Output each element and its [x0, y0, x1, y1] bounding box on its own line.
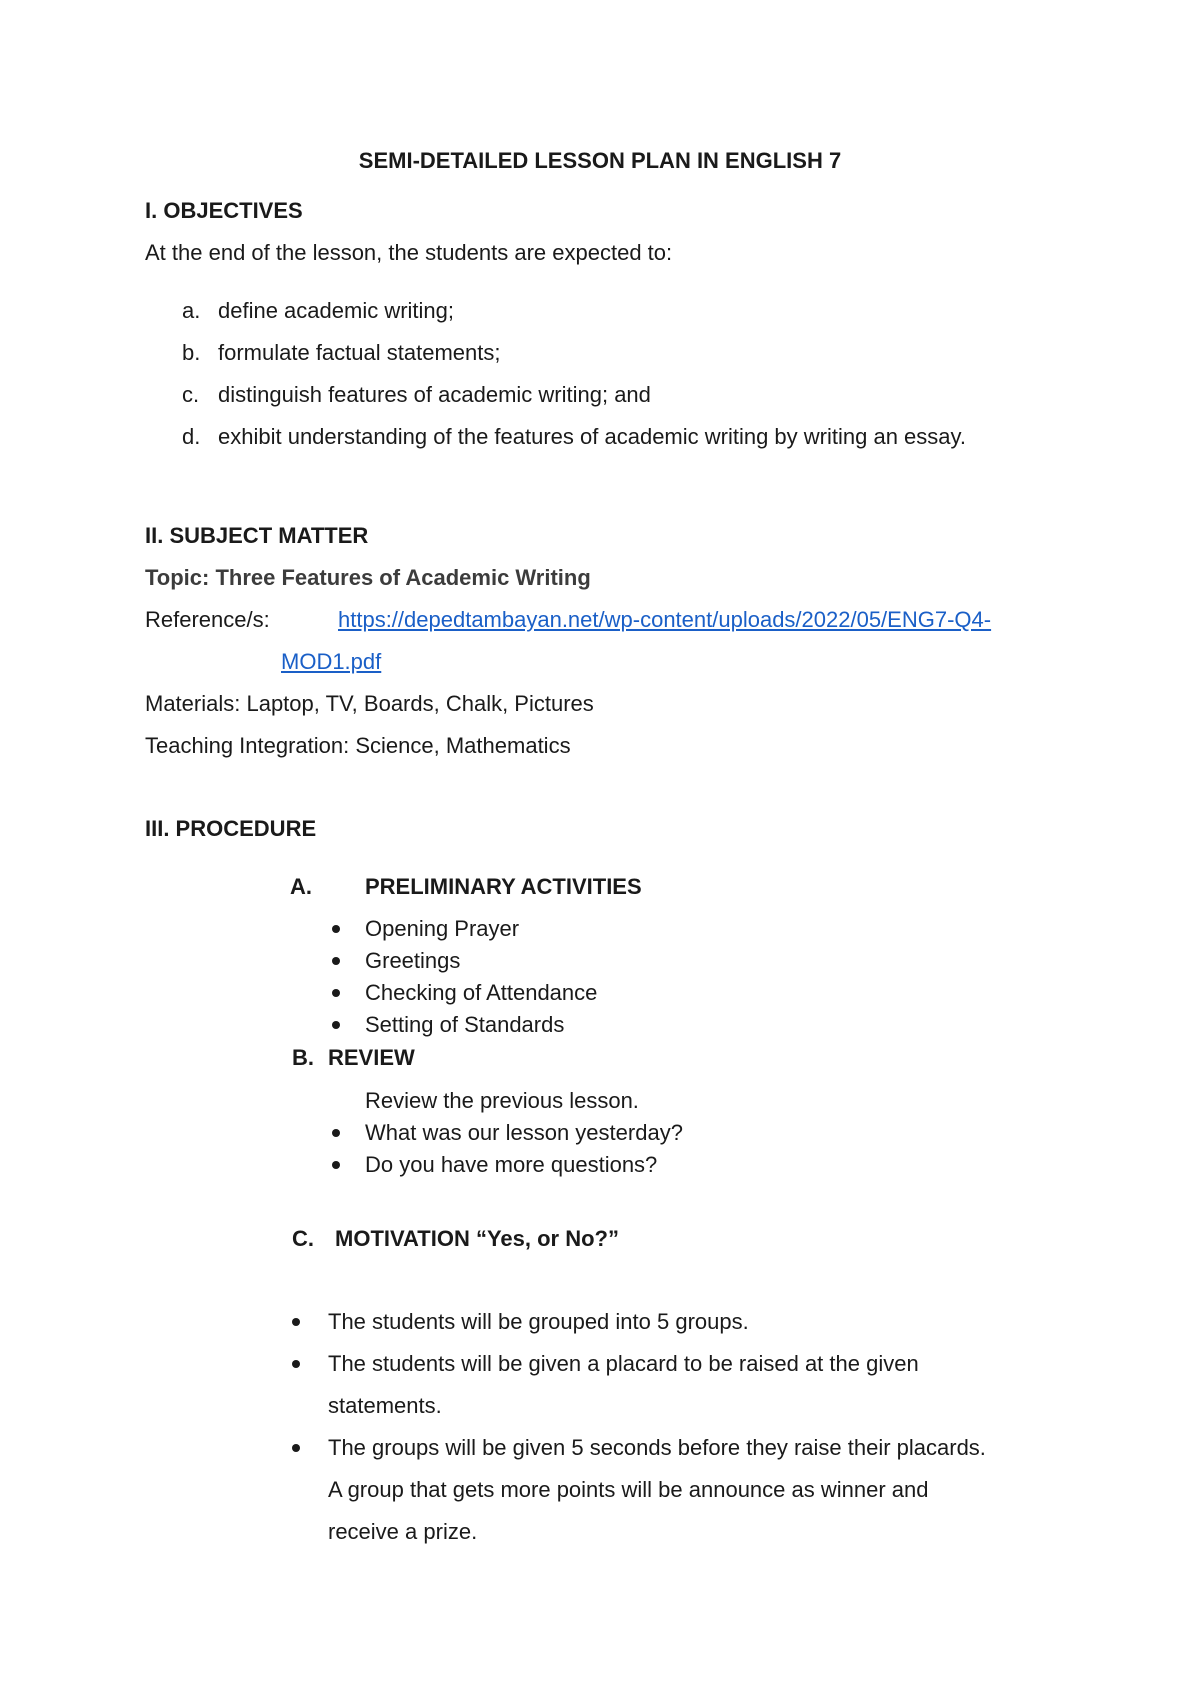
review-heading: REVIEW	[328, 1045, 415, 1070]
list-item: The groups will be given 5 seconds before they raise their placards.	[328, 1435, 986, 1460]
list-item-continued: statements.	[328, 1393, 442, 1418]
objective-text: define academic writing;	[218, 298, 455, 323]
objective-text: distinguish features of academic writing; and	[218, 382, 651, 407]
subject-matter-heading: II. SUBJECT MATTER	[145, 523, 369, 548]
objective-text: formulate factual statements;	[218, 340, 501, 365]
list-item: The students will be given a placard to be raised at the given	[328, 1351, 919, 1376]
objectives-heading: I. OBJECTIVES	[145, 198, 303, 223]
reference-link-continued[interactable]: MOD1.pdf	[281, 649, 382, 674]
list-item: Do you have more questions?	[365, 1152, 658, 1177]
review-intro: Review the previous lesson.	[365, 1088, 639, 1113]
list-item: Checking of Attendance	[365, 980, 598, 1005]
preliminary-heading: PRELIMINARY ACTIVITIES	[365, 874, 642, 899]
list-item-continued: A group that gets more points will be announce as winner and	[328, 1477, 929, 1502]
list-item: The students will be grouped into 5 groups.	[328, 1309, 749, 1334]
objective-letter: b.	[182, 340, 201, 365]
bullet-icon	[292, 1360, 300, 1368]
bullet-icon	[332, 1161, 340, 1169]
objective-letter: c.	[182, 382, 200, 407]
bullet-icon	[332, 1129, 340, 1137]
reference-label: Reference/s:	[145, 607, 270, 632]
topic-line: Topic: Three Features of Academic Writing	[145, 565, 591, 590]
bullet-icon	[332, 1021, 340, 1029]
objectives-intro: At the end of the lesson, the students are expected to:	[145, 240, 673, 265]
list-item: Greetings	[365, 948, 461, 973]
materials-line: Materials: Laptop, TV, Boards, Chalk, Pictures	[145, 691, 594, 716]
bullet-icon	[332, 925, 340, 933]
motivation-letter: C.	[292, 1226, 314, 1251]
objective-letter: a.	[182, 298, 201, 323]
motivation-heading: MOTIVATION “Yes, or No?”	[335, 1226, 619, 1251]
list-item: Setting of Standards	[365, 1012, 565, 1037]
procedure-heading: III. PROCEDURE	[145, 816, 317, 841]
bullet-icon	[332, 957, 340, 965]
list-item: What was our lesson yesterday?	[365, 1120, 683, 1145]
objective-letter: d.	[182, 424, 201, 449]
list-item: Opening Prayer	[365, 916, 520, 941]
list-item-continued: receive a prize.	[328, 1519, 478, 1544]
objective-text: exhibit understanding of the features of academic writing by writing an essay.	[218, 424, 966, 449]
review-letter: B.	[292, 1045, 314, 1070]
bullet-icon	[292, 1318, 300, 1326]
bullet-icon	[332, 989, 340, 997]
bullet-icon	[292, 1444, 300, 1452]
page-title: SEMI-DETAILED LESSON PLAN IN ENGLISH 7	[358, 148, 842, 173]
reference-link[interactable]: https://depedtambayan.net/wp-content/uploads/2022/05/ENG7-Q4-	[338, 607, 992, 632]
preliminary-letter: A.	[290, 874, 312, 899]
integration-line: Teaching Integration: Science, Mathematics	[145, 733, 571, 758]
